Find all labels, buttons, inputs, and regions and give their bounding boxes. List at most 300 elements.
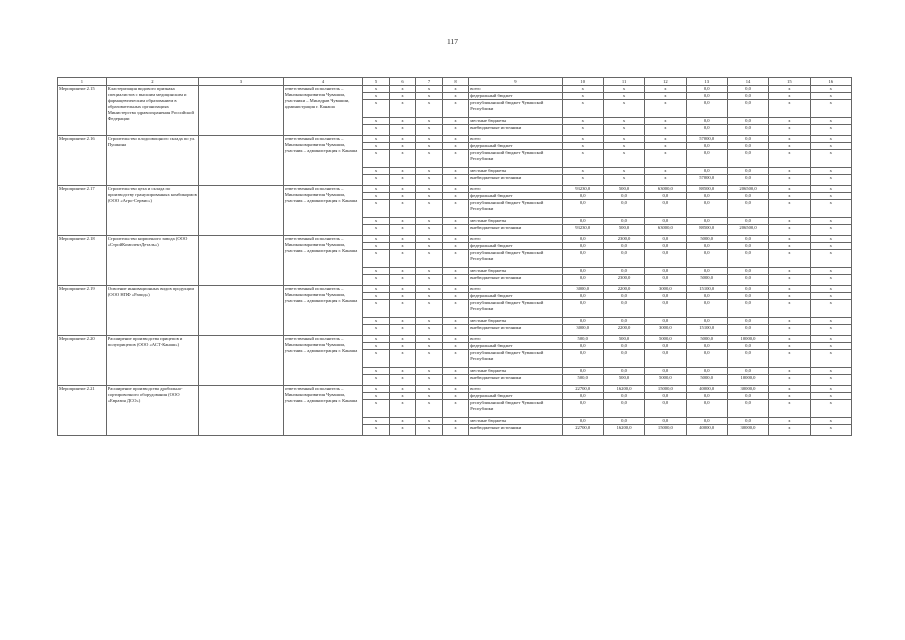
code-cell: x [416, 375, 443, 386]
code-cell: x [389, 275, 416, 286]
value-cell: 16200,0 [603, 425, 644, 436]
value-cell: 0,0 [645, 343, 686, 350]
funding-source: внебюджетные источники [469, 275, 562, 286]
column-header: 16 [810, 78, 851, 86]
measure-responsible: ответственный исполнитель – Минэкономразвития Чувашии, участник – администрация г. Канаша [283, 286, 363, 336]
value-cell: 0,0 [727, 300, 768, 318]
value-cell: 500,0 [562, 336, 603, 343]
value-cell: 0,0 [645, 243, 686, 250]
code-cell: x [389, 400, 416, 418]
code-cell: x [442, 400, 469, 418]
value-cell: x [810, 143, 851, 150]
code-cell: x [363, 343, 390, 350]
value-cell: 0,0 [603, 418, 644, 425]
measure-number: Мероприятие 2.18 [58, 236, 107, 286]
code-cell: x [363, 275, 390, 286]
value-cell: x [769, 400, 810, 418]
code-cell: x [363, 325, 390, 336]
value-cell: 0,0 [603, 300, 644, 318]
code-cell: x [363, 350, 390, 368]
value-cell: 30000,0 [727, 386, 768, 393]
code-cell: x [363, 336, 390, 343]
code-cell: x [363, 368, 390, 375]
measure-empty-cell [198, 336, 283, 386]
value-cell: 30000,0 [727, 425, 768, 436]
code-cell: x [416, 86, 443, 93]
code-cell: x [363, 200, 390, 218]
value-cell: x [769, 300, 810, 318]
code-cell: x [389, 200, 416, 218]
code-cell: x [363, 150, 390, 168]
value-cell: x [810, 168, 851, 175]
code-cell: x [363, 175, 390, 186]
code-cell: x [363, 293, 390, 300]
value-cell: 0,0 [727, 275, 768, 286]
measure-name: Строительство плодоовощного склада по ул. Пушкина [106, 136, 198, 186]
value-cell: 0,0 [727, 100, 768, 118]
code-cell: x [389, 86, 416, 93]
value-cell: x [769, 318, 810, 325]
value-cell: x [562, 93, 603, 100]
code-cell: x [442, 175, 469, 186]
funding-source: федеральный бюджет [469, 393, 562, 400]
value-cell: 0,0 [686, 93, 727, 100]
value-cell: 0,0 [645, 275, 686, 286]
funding-source: республиканский бюджет Чувашской Республики [469, 100, 562, 118]
value-cell: 10000,0 [727, 375, 768, 386]
table-row [58, 86, 852, 93]
value-cell: x [645, 150, 686, 168]
code-cell: x [389, 118, 416, 125]
value-cell: 0,0 [562, 343, 603, 350]
value-cell: x [769, 150, 810, 168]
value-cell: 0,0 [686, 200, 727, 218]
value-cell: 0,0 [727, 293, 768, 300]
measure-number: Мероприятие 2.19 [58, 286, 107, 336]
value-cell: 0,0 [686, 243, 727, 250]
value-cell: x [562, 143, 603, 150]
code-cell: x [416, 193, 443, 200]
value-cell: x [645, 136, 686, 143]
value-cell: 10000,0 [727, 336, 768, 343]
value-cell: x [769, 368, 810, 375]
value-cell: x [810, 293, 851, 300]
column-header: 7 [416, 78, 443, 86]
value-cell: x [810, 325, 851, 336]
code-cell: x [416, 118, 443, 125]
value-cell: x [769, 386, 810, 393]
value-cell: x [810, 286, 851, 293]
code-cell: x [416, 350, 443, 368]
code-cell: x [442, 343, 469, 350]
value-cell: 0,0 [727, 286, 768, 293]
code-cell: x [363, 418, 390, 425]
code-cell: x [416, 125, 443, 136]
code-cell: x [389, 375, 416, 386]
value-cell: 15000,0 [645, 425, 686, 436]
value-cell: x [769, 268, 810, 275]
value-cell: 0,0 [727, 200, 768, 218]
value-cell: x [603, 175, 644, 186]
code-cell: x [416, 93, 443, 100]
value-cell: x [810, 300, 851, 318]
code-cell: x [442, 100, 469, 118]
column-header: 11 [603, 78, 644, 86]
value-cell: 3000,0 [645, 286, 686, 293]
funding-source: местные бюджеты [469, 368, 562, 375]
funding-source: внебюджетные источники [469, 175, 562, 186]
value-cell: x [769, 125, 810, 136]
code-cell: x [442, 200, 469, 218]
value-cell: 0,0 [603, 393, 644, 400]
code-cell: x [416, 343, 443, 350]
value-cell: 0,0 [727, 193, 768, 200]
value-cell: 0,0 [562, 350, 603, 368]
code-cell: x [416, 400, 443, 418]
code-cell: x [363, 218, 390, 225]
measure-responsible: ответственный исполнитель – Минэкономразвития Чувашии, участники – Минздрав Чувашии, администрация г. Канаша [283, 86, 363, 136]
code-cell: x [442, 150, 469, 168]
value-cell: 0,0 [603, 343, 644, 350]
value-cell: 0,0 [645, 193, 686, 200]
value-cell: 0,0 [686, 86, 727, 93]
value-cell: x [810, 125, 851, 136]
value-cell: 0,0 [727, 218, 768, 225]
value-cell: x [603, 136, 644, 143]
value-cell: 40000,0 [686, 425, 727, 436]
measure-empty-cell [198, 136, 283, 186]
column-header: 5 [363, 78, 390, 86]
header-row [58, 78, 852, 86]
code-cell: x [389, 168, 416, 175]
value-cell: 0,0 [603, 368, 644, 375]
code-cell: x [363, 375, 390, 386]
value-cell: 0,0 [562, 218, 603, 225]
value-cell: x [810, 318, 851, 325]
measure-name: Освоение инновационных видов продукции (ООО НПФ «Рапид») [106, 286, 198, 336]
value-cell: 16200,0 [603, 386, 644, 393]
value-cell: x [769, 218, 810, 225]
table-row [58, 286, 852, 293]
value-cell: 0,0 [727, 175, 768, 186]
value-cell: 0,0 [603, 293, 644, 300]
value-cell: 5000,0 [686, 336, 727, 343]
value-cell: 0,0 [645, 250, 686, 268]
funding-source: республиканский бюджет Чувашской Республики [469, 400, 562, 418]
value-cell: 0,0 [727, 350, 768, 368]
value-cell: 0,0 [686, 125, 727, 136]
measure-responsible: ответственный исполнитель – Минэкономразвития Чувашии, участник – администрация г. Канаша [283, 136, 363, 186]
value-cell: x [769, 275, 810, 286]
funding-source: внебюджетные источники [469, 325, 562, 336]
code-cell: x [363, 93, 390, 100]
code-cell: x [442, 393, 469, 400]
value-cell: 63000,0 [645, 225, 686, 236]
code-cell: x [389, 343, 416, 350]
value-cell: 0,0 [686, 250, 727, 268]
funding-source: республиканский бюджет Чувашской Республики [469, 250, 562, 268]
code-cell: x [442, 243, 469, 250]
value-cell: 88500,0 [686, 186, 727, 193]
value-cell: 63000,0 [645, 186, 686, 193]
value-cell: x [562, 136, 603, 143]
measure-number: Мероприятие 2.21 [58, 386, 107, 436]
measure-name: Строительство цеха и склада по производству гранулированных комбикормов (ООО «Агро-Сервис») [106, 186, 198, 236]
column-header: 4 [283, 78, 363, 86]
value-cell: 0,0 [686, 193, 727, 200]
funding-source: всего [469, 186, 562, 193]
value-cell: 0,0 [603, 218, 644, 225]
code-cell: x [416, 425, 443, 436]
value-cell: x [769, 200, 810, 218]
value-cell: 206500,0 [727, 186, 768, 193]
measure-responsible: ответственный исполнитель – Минэкономразвития Чувашии, участник – администрация г. Канаша [283, 336, 363, 386]
code-cell: x [442, 218, 469, 225]
funding-source: местные бюджеты [469, 168, 562, 175]
column-header: 3 [198, 78, 283, 86]
code-cell: x [389, 318, 416, 325]
code-cell: x [363, 243, 390, 250]
value-cell: x [769, 293, 810, 300]
value-cell: 0,0 [645, 236, 686, 243]
code-cell: x [416, 286, 443, 293]
code-cell: x [389, 236, 416, 243]
value-cell: 0,0 [562, 393, 603, 400]
code-cell: x [442, 186, 469, 193]
code-cell: x [363, 143, 390, 150]
funding-source: всего [469, 136, 562, 143]
code-cell: x [442, 118, 469, 125]
code-cell: x [416, 275, 443, 286]
funding-source: федеральный бюджет [469, 343, 562, 350]
value-cell: 5000,0 [686, 236, 727, 243]
code-cell: x [416, 136, 443, 143]
code-cell: x [442, 236, 469, 243]
value-cell: x [810, 386, 851, 393]
funding-source: местные бюджеты [469, 118, 562, 125]
value-cell: 0,0 [562, 318, 603, 325]
funding-source: внебюджетные источники [469, 375, 562, 386]
code-cell: x [442, 293, 469, 300]
measure-name: Расширение производства прицепов и полуприцепов (ООО «АСТ-Канаш») [106, 336, 198, 386]
measure-number: Мероприятие 2.17 [58, 186, 107, 236]
code-cell: x [442, 418, 469, 425]
value-cell: x [769, 350, 810, 368]
value-cell: 0,0 [645, 293, 686, 300]
code-cell: x [442, 168, 469, 175]
value-cell: 0,0 [603, 193, 644, 200]
funding-source: всего [469, 286, 562, 293]
funding-source: местные бюджеты [469, 318, 562, 325]
code-cell: x [416, 143, 443, 150]
code-cell: x [416, 100, 443, 118]
value-cell: x [810, 243, 851, 250]
table-row [58, 236, 852, 243]
code-cell: x [389, 425, 416, 436]
code-cell: x [363, 186, 390, 193]
value-cell: 5000,0 [645, 336, 686, 343]
code-cell: x [389, 325, 416, 336]
value-cell: x [810, 200, 851, 218]
value-cell: x [603, 143, 644, 150]
value-cell: 0,0 [562, 193, 603, 200]
code-cell: x [389, 150, 416, 168]
value-cell: 0,0 [603, 400, 644, 418]
code-cell: x [363, 250, 390, 268]
funding-source: республиканский бюджет Чувашской Республики [469, 200, 562, 218]
value-cell: 0,0 [727, 368, 768, 375]
value-cell: x [810, 225, 851, 236]
code-cell: x [416, 300, 443, 318]
value-cell: 0,0 [686, 143, 727, 150]
value-cell: 0,0 [645, 393, 686, 400]
value-cell: 0,0 [645, 200, 686, 218]
value-cell: x [769, 286, 810, 293]
value-cell: 40000,0 [686, 386, 727, 393]
value-cell: 0,0 [727, 343, 768, 350]
value-cell: 0,0 [727, 268, 768, 275]
value-cell: x [645, 125, 686, 136]
code-cell: x [442, 125, 469, 136]
value-cell: x [769, 225, 810, 236]
funding-source: федеральный бюджет [469, 293, 562, 300]
value-cell: x [603, 125, 644, 136]
code-cell: x [389, 268, 416, 275]
value-cell: 0,0 [686, 293, 727, 300]
value-cell: 2300,0 [603, 236, 644, 243]
value-cell: 0,0 [686, 300, 727, 318]
code-cell: x [389, 136, 416, 143]
value-cell: x [562, 125, 603, 136]
value-cell: 0,0 [727, 136, 768, 143]
code-cell: x [363, 193, 390, 200]
value-cell: x [769, 336, 810, 343]
value-cell: x [769, 175, 810, 186]
code-cell: x [363, 400, 390, 418]
code-cell: x [363, 86, 390, 93]
value-cell: 0,0 [727, 250, 768, 268]
value-cell: x [810, 218, 851, 225]
value-cell: x [810, 186, 851, 193]
value-cell: 0,0 [727, 243, 768, 250]
value-cell: 0,0 [727, 93, 768, 100]
value-cell: 0,0 [686, 168, 727, 175]
value-cell: 0,0 [562, 368, 603, 375]
funding-source: всего [469, 236, 562, 243]
value-cell: x [603, 93, 644, 100]
value-cell: 0,0 [562, 400, 603, 418]
value-cell: 15100,0 [686, 286, 727, 293]
funding-source: республиканский бюджет Чувашской Республики [469, 350, 562, 368]
value-cell: 57000,0 [686, 136, 727, 143]
value-cell: x [769, 343, 810, 350]
value-cell: 0,0 [686, 100, 727, 118]
measure-empty-cell [198, 236, 283, 286]
code-cell: x [442, 225, 469, 236]
value-cell: 15000,0 [645, 386, 686, 393]
value-cell: x [810, 136, 851, 143]
value-cell: x [562, 86, 603, 93]
code-cell: x [363, 136, 390, 143]
code-cell: x [442, 136, 469, 143]
value-cell: 0,0 [562, 236, 603, 243]
value-cell: 0,0 [686, 268, 727, 275]
code-cell: x [416, 386, 443, 393]
value-cell: x [810, 400, 851, 418]
value-cell: 93230,0 [562, 225, 603, 236]
code-cell: x [416, 243, 443, 250]
value-cell: x [769, 243, 810, 250]
funding-source: местные бюджеты [469, 218, 562, 225]
code-cell: x [363, 318, 390, 325]
value-cell: 2200,0 [603, 325, 644, 336]
value-cell: x [810, 118, 851, 125]
code-cell: x [389, 250, 416, 268]
value-cell: x [810, 100, 851, 118]
funding-source: федеральный бюджет [469, 243, 562, 250]
column-header: 2 [106, 78, 198, 86]
value-cell: 0,0 [562, 275, 603, 286]
code-cell: x [363, 236, 390, 243]
value-cell: x [603, 168, 644, 175]
funding-source: всего [469, 336, 562, 343]
code-cell: x [442, 336, 469, 343]
code-cell: x [363, 300, 390, 318]
measure-number: Мероприятие 2.20 [58, 336, 107, 386]
code-cell: x [389, 143, 416, 150]
column-header: 15 [769, 78, 810, 86]
funding-source: внебюджетные источники [469, 225, 562, 236]
value-cell: 0,0 [727, 118, 768, 125]
funding-source: республиканский бюджет Чувашской Республики [469, 300, 562, 318]
code-cell: x [416, 236, 443, 243]
value-cell: x [769, 186, 810, 193]
value-cell: x [769, 168, 810, 175]
value-cell: 15100,0 [686, 325, 727, 336]
value-cell: 0,0 [686, 343, 727, 350]
value-cell: x [645, 143, 686, 150]
value-cell: 3000,0 [645, 325, 686, 336]
value-cell: 0,0 [686, 318, 727, 325]
measure-number: Мероприятие 2.16 [58, 136, 107, 186]
code-cell: x [416, 175, 443, 186]
column-header: 8 [442, 78, 469, 86]
table-row [58, 186, 852, 193]
value-cell: 0,0 [727, 143, 768, 150]
value-cell: 0,0 [645, 400, 686, 418]
value-cell: 0,0 [603, 268, 644, 275]
column-header: 12 [645, 78, 686, 86]
value-cell: 3000,0 [562, 325, 603, 336]
code-cell: x [363, 118, 390, 125]
value-cell: 0,0 [603, 250, 644, 268]
funding-source: внебюджетные источники [469, 425, 562, 436]
measure-empty-cell [198, 86, 283, 136]
value-cell: x [769, 250, 810, 268]
value-cell: x [810, 150, 851, 168]
code-cell: x [389, 193, 416, 200]
value-cell: 0,0 [727, 400, 768, 418]
value-cell: 0,0 [562, 293, 603, 300]
value-cell: x [769, 93, 810, 100]
value-cell: 0,0 [686, 418, 727, 425]
value-cell: 0,0 [562, 268, 603, 275]
value-cell: x [769, 393, 810, 400]
code-cell: x [363, 425, 390, 436]
value-cell: x [769, 325, 810, 336]
funding-source: республиканский бюджет Чувашской Республики [469, 150, 562, 168]
value-cell: x [810, 250, 851, 268]
